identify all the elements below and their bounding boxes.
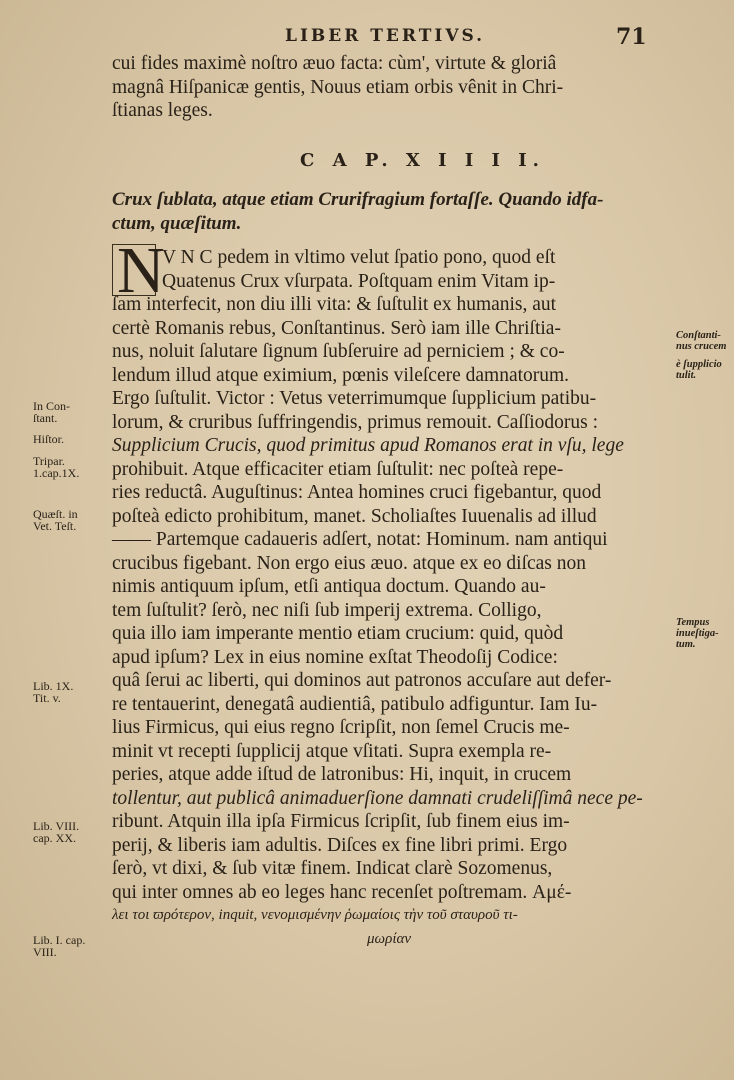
page-number: 71 [616, 24, 647, 50]
chapter-summary [112, 188, 603, 236]
summary-line: ctum, quæſitum. [112, 213, 242, 234]
text-line: qui inter omnes ab eo leges hanc recenſet poſtremam. Αμέ- [112, 881, 572, 903]
greek-line: λει τοι ϖρότερον, inquit, νενομισμένην ῥωμαίοις τὴν τοῦ σταυροῦ τι- [112, 907, 518, 923]
text-line: quia illo iam imperante mentio etiam crucium: quid, quòd [112, 623, 564, 644]
margin-note-left: Hiſtor. [33, 432, 65, 446]
chapter-heading: C A P. X I I I I. [300, 150, 545, 171]
text-line: nimis antiquum ipſum, etſi antiqua doctum. Quando au- [112, 576, 546, 597]
text-line: magnâ Hiſpanicæ gentis, Nouus etiam orbis vênit in Chri- [112, 76, 564, 98]
running-head: LIBER TERTIVS. [285, 26, 486, 46]
text-line: ribunt. Atquin illa ipſa Firmicus ſcripſit, ſub finem eius im- [112, 811, 570, 832]
margin-note-left: In Con- ſtant. [33, 399, 70, 425]
text-line: minit vt recepti ſupplicij atque vſitati. Supra exempla re- [112, 740, 552, 762]
text-line: nus, noluit ſalutare ſignum ſubſeruire ad perniciem ; & co- [112, 341, 565, 362]
text-line: Ergo ſuſtulit. Victor : Vetus veterrimumque ſupplicium patibu- [112, 388, 597, 409]
margin-note-left: Quæſt. in Vet. Teſt. [33, 507, 78, 533]
text-line: Quatenus Crux vſurpata. Poſtquam enim Vitam ip- [162, 270, 556, 292]
body-first-lines [162, 246, 652, 293]
text-line: V N C pedem in vltimo velut ſpatio pono, quod eſt [162, 247, 556, 268]
text-line: ſtianas leges. [112, 100, 213, 121]
text-line: tollentur, aut publicâ animaduerſione damnati crudeliſſimâ nece pe- [112, 787, 643, 809]
text-line: —— Partemque cadaueris adſert, notat: Hominum. nam antiqui [112, 529, 608, 550]
margin-note-left: Lib. I. cap. VIII. [33, 933, 86, 959]
text-line: ries reductâ. Auguſtinus: Antea homines cruci figebantur, quod [112, 482, 602, 503]
text-line: tem ſuſtulit? ſerò, nec niſi ſub imperij extrema. Colligo, [112, 599, 542, 621]
text-line: lendum illud atque eximium, pœnis vileſcere damnatorum. [112, 364, 570, 386]
text-line: lorum, & cruribus ſuffringendis, primus remouit. Caſſiodorus : [112, 411, 599, 433]
text-line: ſerò, vt dixi, & ſub vitæ finem. Indicat clarè Sozomenus, [112, 858, 553, 879]
opening-paragraph [112, 52, 652, 123]
text-line: re tentauerint, denegatâ audientiâ, patibulo adfiguntur. Iam Iu- [112, 693, 598, 715]
margin-note-right: Tempus inueſtiga- tum. [676, 617, 719, 650]
text-line: poſteà edicto prohibitum, manet. Scholiaſtes Iuuenalis ad illud [112, 505, 597, 527]
text-line: peries, atque adde iſtud de latronibus: Hi, inquit, in crucem [112, 764, 572, 785]
text-line: Supplicium Crucis, quod primitus apud Romanos erat in vſu, lege [112, 435, 624, 456]
text-line: prohibuit. Atque efficaciter etiam ſuſtulit: nec poſteà repe- [112, 458, 564, 480]
greek-line: μωρίαν [367, 930, 412, 947]
text-line: lius Firmicus, qui eius regno ſcripſit, non ſemel Crucis me- [112, 717, 570, 738]
margin-note-left: Tripar. 1.cap.1X. [33, 454, 80, 480]
drop-cap: N [112, 244, 156, 296]
text-line: crucibus figebant. Non ergo eius æuo. atque ex eo diſcas non [112, 552, 587, 574]
text-line: apud ipſum? Lex in eius nomine exſtat Theodoſij Codice: [112, 646, 558, 668]
text-line: certè Romanis rebus, Conſtantinus. Serò iam ille Chriſtia- [112, 317, 561, 339]
text-line: ſam interfecit, non diu illi vita: & ſuſtulit ex humanis, aut [112, 294, 557, 315]
text-line: perij, & liberis iam adultis. Diſces ex fine libri primi. Ergo [112, 834, 568, 856]
margin-note-left: Lib. 1X. Tit. v. [33, 679, 74, 705]
body-text [112, 293, 652, 951]
margin-note-right: Conſtanti- nus crucem [676, 330, 727, 352]
text-line: quâ ſerui ac liberti, qui dominos aut patronos accuſare aut defer- [112, 670, 612, 691]
text-line: cui fides maximè noſtro æuo facta: cùm', virtute & gloriâ [112, 53, 557, 74]
summary-line: Crux ſublata, atque etiam Crurifragium fortaſſe. Quando idfa- [112, 189, 604, 210]
margin-note-right: è ſupplicio tulit. [676, 359, 722, 381]
margin-note-left: Lib. VIII. cap. XX. [33, 819, 80, 845]
